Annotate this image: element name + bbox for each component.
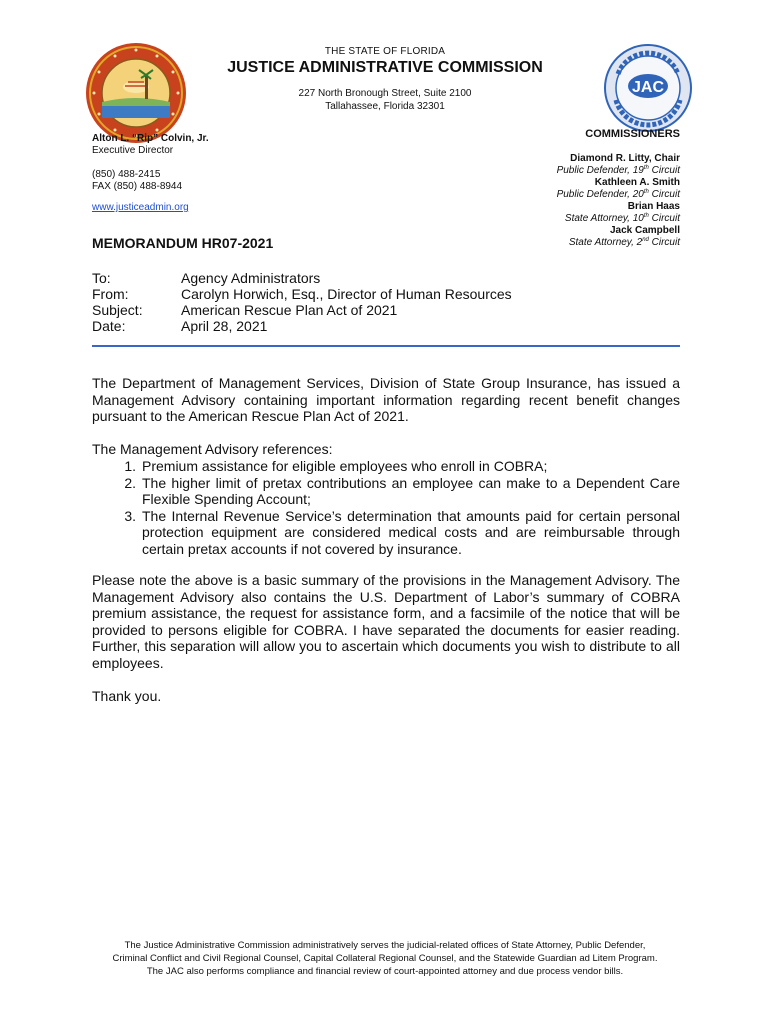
commissioner-4	[440, 225, 680, 249]
state-line: THE STATE OF FLORIDA	[324, 46, 446, 57]
advisory-list	[92, 458, 680, 557]
list-text: Premium assistance for eligible employees who enroll in COBRA;	[142, 458, 548, 474]
jac-seal-icon	[604, 44, 692, 132]
list-number: 3.	[124, 507, 136, 524]
commissioner-name: Jack Campbell	[609, 225, 680, 236]
director-fax: FAX (850) 488-8944	[92, 181, 183, 192]
director-phone: (850) 488-2415	[92, 169, 161, 180]
commissioner-name: Diamond R. Litty, Chair	[570, 153, 680, 164]
website-link[interactable]: www.justiceadmin.org	[92, 202, 189, 213]
body-paragraph-1: The Department of Management Services, Division of State Group Insurance, has issued a Management Advisory containing important information regarding recent benefit changes pursuant to the American Rescue Plan Act of 2021.	[92, 375, 680, 424]
address-line-2: Tallahassee, Florida 32301	[325, 101, 445, 112]
from-label: From:	[92, 286, 129, 302]
list-item	[92, 508, 680, 558]
commissioner-role: Public Defender, 19th Circuit	[556, 165, 680, 176]
date-label: Date:	[92, 318, 126, 334]
footer-line-1: The Justice Administrative Commission administratively serves the judicial-related offices of State Attorney, Public Defender,	[124, 940, 646, 951]
from-value: Carolyn Horwich, Esq., Director of Human Resources	[181, 286, 512, 302]
commissioner-name: Kathleen A. Smith	[594, 177, 680, 188]
date-value: April 28, 2021	[181, 318, 268, 334]
commissioner-role: Public Defender, 20th Circuit	[556, 189, 680, 200]
footer-line-3: The JAC also performs compliance and financial review of court-appointed attorney and due process vendor bills.	[146, 966, 624, 977]
header-divider	[92, 345, 680, 347]
list-item	[92, 458, 680, 475]
director-title: Executive Director	[92, 145, 174, 156]
commissioner-name: Brian Haas	[627, 201, 680, 212]
subject-label: Subject:	[92, 302, 143, 318]
list-number: 1.	[124, 458, 136, 474]
list-text: The higher limit of pretax contributions an employee can make to a Dependent Care Flexible Spending Account;	[142, 474, 680, 507]
to-label: To:	[92, 270, 111, 286]
florida-state-seal-icon	[85, 42, 187, 144]
list-number: 2.	[124, 474, 136, 491]
commissioner-2	[440, 177, 680, 201]
to-value: Agency Administrators	[181, 270, 321, 286]
svg-text:JAC: JAC	[631, 79, 665, 96]
address-line-1: 227 North Bronough Street, Suite 2100	[298, 88, 472, 99]
commissioner-role: State Attorney, 2nd Circuit	[568, 237, 680, 248]
commissioner-1	[440, 153, 680, 177]
memo-title: MEMORANDUM HR07-2021	[92, 235, 274, 251]
list-text: The Internal Revenue Service’s determination that amounts paid for certain personal protection equipment are considered medical costs and are reimbursable through certain pretax accounts if not covered by insurance.	[142, 507, 680, 557]
commissioner-3	[440, 201, 680, 225]
list-item	[92, 475, 680, 508]
director-name: Alton L. “Rip” Colvin, Jr.	[92, 133, 209, 144]
footer-line-2: Criminal Conflict and Civil Regional Counsel, Capital Collateral Regional Counsel, and the Statewide Guardian ad Litem Program.	[112, 953, 658, 964]
subject-value: American Rescue Plan Act of 2021	[181, 302, 398, 318]
commissioners-heading: COMMISSIONERS	[585, 128, 680, 140]
closing: Thank you.	[92, 688, 162, 704]
agency-name: JUSTICE ADMINISTRATIVE COMMISSION	[227, 59, 543, 76]
list-intro: The Management Advisory references:	[92, 441, 333, 457]
body-paragraph-2: Please note the above is a basic summary of the provisions in the Management Advisory. The Management Advisory also contains the U.S. Department of Labor’s summary of COBRA premium assistance, the request for assistance form, and a facsimile of the notice that will be provided to persons eligible for COBRA. I have separated the documents for easier reading. Further, this separation will allow you to ascertain which documents you wish to distribute to all employees.	[92, 572, 680, 671]
commissioner-role: State Attorney, 10th Circuit	[564, 213, 680, 224]
